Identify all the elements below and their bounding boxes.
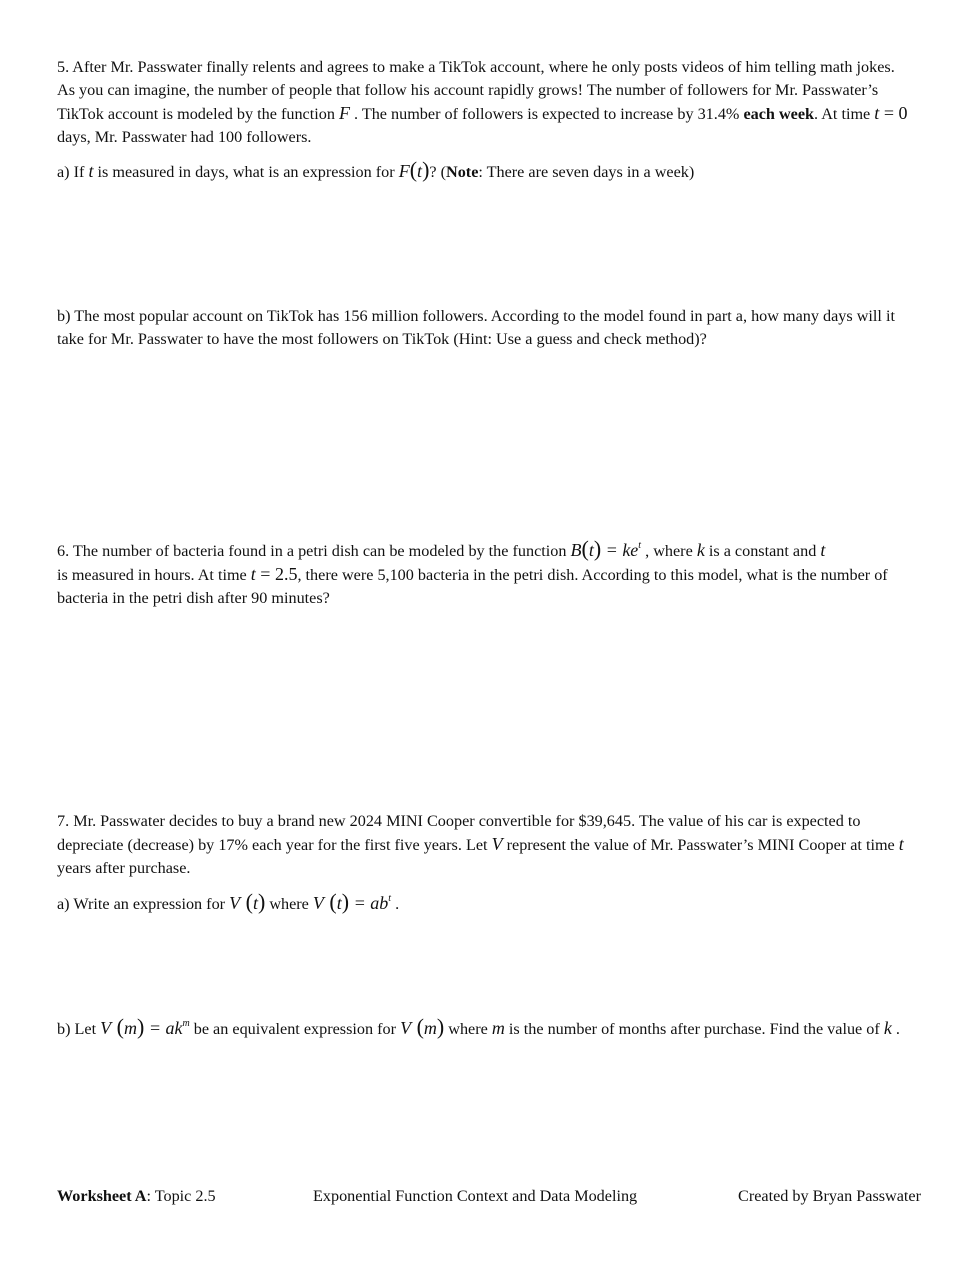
footer-credit: Created by Bryan Passwater: [738, 1187, 921, 1205]
page-footer: [57, 1187, 921, 1211]
question-5-prompt: 5. After Mr. Passwater finally relents and agrees to make a TikTok account, where he only posts videos of him telling math jokes. As you can imagine, the number of people that follow his account rapidly grows! The number of followers for Mr. Passwater’s TikTok account is modeled by the function F . The number of followers is expected to increase by 31.4% each week. At time t = 0 days, Mr. Passwater had 100 followers.: [57, 58, 908, 146]
question-6: 6. The number of bacteria found in a petri dish can be modeled by the function $B(t) = ke^t$ , where k is a constant and t is measured in hours. At time t = 2.5, there were 5,100 bacteria in the petri dish. According to this model, what is the number of bacteria in the petri dish after 90 minutes?: [57, 536, 888, 607]
question-7-part-b: b) Let V $(m) = ak^m$ be an equivalent expression for V (m) where m is the number of months after purchase. Find the value of k .: [57, 1014, 900, 1039]
variable-F: F: [338, 103, 350, 123]
question-7: 7. Mr. Passwater decides to buy a brand new 2024 MINI Cooper convertible for $39,645. The value of his car is expected to depreciate (decrease) by 17% each year for the first five years. Let V represent the value of Mr. Passwater’s MINI Cooper at time t years after purchase.: [57, 812, 904, 877]
question-7-part-a: a) Write an expression for V (t) where V $(t) = ab^t$ .: [57, 889, 400, 914]
footer-title: Exponential Function Context and Data Modeling: [313, 1187, 638, 1205]
emphasis-each-week: each week: [743, 105, 815, 123]
footer-worksheet-label: Worksheet A : Topic 2.5: [57, 1187, 216, 1205]
question-5-part-a: a) If t is measured in days, what is an expression for F(t)? (Note: There are seven days in a week): [57, 157, 695, 182]
note-label: Note: [446, 163, 479, 181]
question-5: [57, 56, 913, 149]
question-5-part-b: b) The most popular account on TikTok has 156 million followers. According to the model found in part a, how many days will it take for Mr. Passwater to have the most followers on TikTok (Hint: Use a guess and check method)?: [57, 307, 895, 348]
